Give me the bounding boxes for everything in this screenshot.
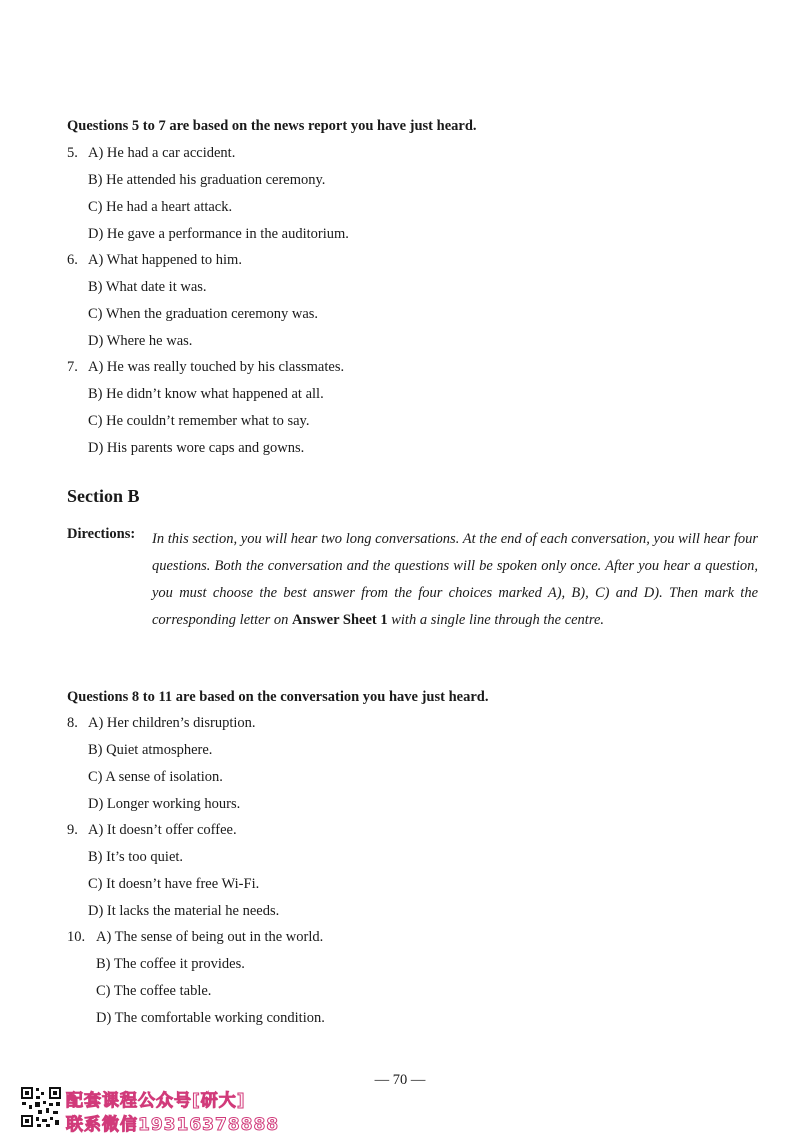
qr-code-icon (20, 1086, 62, 1128)
directions-text (152, 526, 758, 634)
option-9a: A) It doesn’t offer coffee. (88, 822, 237, 838)
option-9b: B) It’s too quiet. (88, 849, 184, 865)
question-number: 9. (67, 822, 78, 838)
option-5c: C) He had a heart attack. (88, 199, 233, 215)
option-8c: C) A sense of isolation. (88, 769, 223, 785)
question-number: 8. (67, 715, 78, 731)
question-number: 7. (67, 359, 78, 375)
directions-label: Directions: (67, 526, 136, 542)
option-5d: D) He gave a performance in the auditorium. (88, 226, 349, 242)
watermark-line-2: 联系微信19316378888 (66, 1115, 280, 1135)
option-10d: D) The comfortable working condition. (96, 1010, 325, 1026)
answer-sheet-ref: Answer Sheet 1 (292, 612, 388, 628)
option-5b: B) He attended his graduation ceremony. (88, 172, 326, 188)
questions-5-7-heading: Questions 5 to 7 are based on the news report you have just heard. (67, 118, 477, 134)
option-10a: A) The sense of being out in the world. (96, 929, 324, 945)
option-7b: B) He didn’t know what happened at all. (88, 386, 324, 402)
option-7d: D) His parents wore caps and gowns. (88, 440, 305, 456)
questions-8-11-heading: Questions 8 to 11 are based on the conversation you have just heard. (67, 689, 489, 705)
watermark-line-1: 配套课程公众号[研大] (66, 1091, 246, 1111)
section-b-title: Section B (67, 486, 140, 506)
option-7a: A) He was really touched by his classmates. (88, 359, 345, 375)
option-10b: B) The coffee it provides. (96, 956, 245, 972)
option-8b: B) Quiet atmosphere. (88, 742, 213, 758)
option-5a: A) He had a car accident. (88, 145, 236, 161)
directions-text-part: In this section, you will hear two long conversations. At the end of each conversation, you will hear four questions. Both the conversation and the questions will be spoken only once. After you hear a question, you must choose the best answer from the four choices marked A), B), C) and D). Then mark the corresponding letter on (152, 531, 758, 628)
page-number: — 70 — (374, 1072, 426, 1088)
option-9d: D) It lacks the material he needs. (88, 903, 280, 919)
question-number: 6. (67, 252, 78, 268)
option-6b: B) What date it was. (88, 279, 207, 295)
option-6c: C) When the graduation ceremony was. (88, 306, 319, 322)
directions-text-part: with a single line through the centre. (391, 612, 605, 628)
option-10c: C) The coffee table. (96, 983, 212, 999)
option-6d: D) Where he was. (88, 333, 193, 349)
option-8d: D) Longer working hours. (88, 796, 241, 812)
question-number: 10. (67, 929, 86, 945)
option-7c: C) He couldn’t remember what to say. (88, 413, 310, 429)
question-number: 5. (67, 145, 78, 161)
option-8a: A) Her children’s disruption. (88, 715, 256, 731)
option-6a: A) What happened to him. (88, 252, 242, 268)
option-9c: C) It doesn’t have free Wi-Fi. (88, 876, 260, 892)
